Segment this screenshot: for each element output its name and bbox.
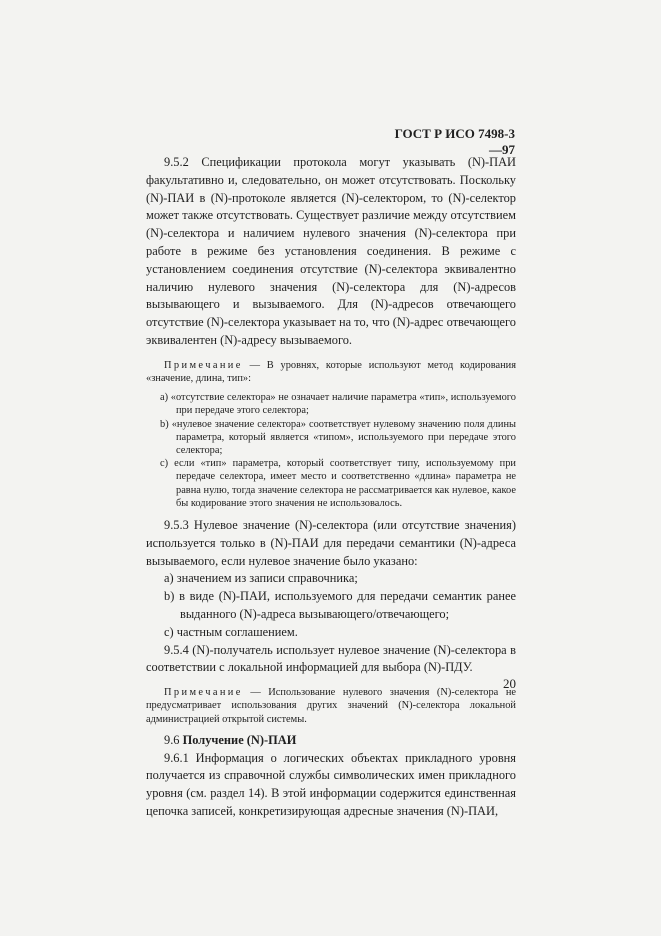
section-number: 9.6 xyxy=(164,732,180,747)
document-id-header: ГОСТ Р ИСО 7498-3—97 xyxy=(394,126,515,157)
note-2-label: Примечание xyxy=(164,687,243,699)
note-1-label: Примечание xyxy=(164,359,243,371)
spacer xyxy=(146,510,516,517)
note-1-item-a: a) «отсутствие селектора» не означает наличие параметра «тип», используемого при передаче этого селектора; xyxy=(160,392,516,417)
section-title: Получение (N)-ПАИ xyxy=(182,732,297,747)
paragraph-9-5-2: 9.5.2 Спецификации протокола могут указывать (N)-ПАИ факультативно и, следовательно, он может отсутствовать. Поскольку (N)-ПАИ в (N)-протоколе является (N)-селектором, то (N)-селектор может также отсутствовать. Существует различие между отсутствием (N)-селектора и наличием нулевого значения (N)-селектора при работе в режиме без установления соединения. В режиме с установлением соединения отсутствие (N)-селектора эквивалентно наличию нулевого значения (N)-селектора для (N)-адресов вызывающего и вызываемого. Для (N)-адресов отвечающего отсутствие (N)-селектора указывает на то, что (N)-адрес отвечающего эквивалентен (N)-адресу вызываемого. xyxy=(146,155,516,347)
paragraph-9-5-3: 9.5.3 Нулевое значение (N)-селектора (или отсутствие значения) используется только в (N)-ПАИ для передачи семантики (N)-адреса вызываемого, если нулевое значение было указано: xyxy=(146,518,516,568)
note-1-item-b: b) «нулевое значение селектора» соответствует нулевому значению поля длины параметра, который является «типом», используемого при передаче этого селектора; xyxy=(160,418,516,456)
page-number: 20 xyxy=(503,676,516,691)
paragraph-9-6-1: 9.6.1 Информация о логических объектах прикладного уровня получается из справочной службы символических имен прикладного уровня (см. раздел 14). В этой информации содержится единственная цепочка записей, конкретизирующая адресные значения (N)-ПАИ, xyxy=(146,750,516,818)
list-item-b: b) в виде (N)-ПАИ, используемого для передачи семантик ранее выданного (N)-адреса вызывающего/отвечающего; xyxy=(164,589,516,621)
list-item-c: c) частным соглашением. xyxy=(164,624,298,639)
document-body xyxy=(146,154,516,821)
note-1-item-c: c) если «тип» параметра, который соответствует типу, используемому при передаче селектора, имеет место и соответственно «длина» параметра не равна нулю, тогда значение селектора не рассматривается как нулевое, какое бы кодирование этого значения не использовалось. xyxy=(160,458,516,509)
note-2 xyxy=(146,686,516,726)
note-2-text: — Использование нулевого значения (N)-селектора не предусматривает использования других значений (N)-селектора локальной администрацией открытой системы. xyxy=(146,687,516,725)
section-heading-9-6 xyxy=(146,732,516,750)
note-1 xyxy=(146,359,516,385)
list-item-a: a) значением из записи справочника; xyxy=(164,571,358,586)
paragraph-9-5-4: 9.5.4 (N)-получатель использует нулевое значение (N)-селектора в соответствии с локальной информацией для выбора (N)-ПДУ. xyxy=(146,642,516,675)
note-1-text: — В уровнях, которые используют метод кодирования «значение, длина, тип»: xyxy=(146,359,516,384)
